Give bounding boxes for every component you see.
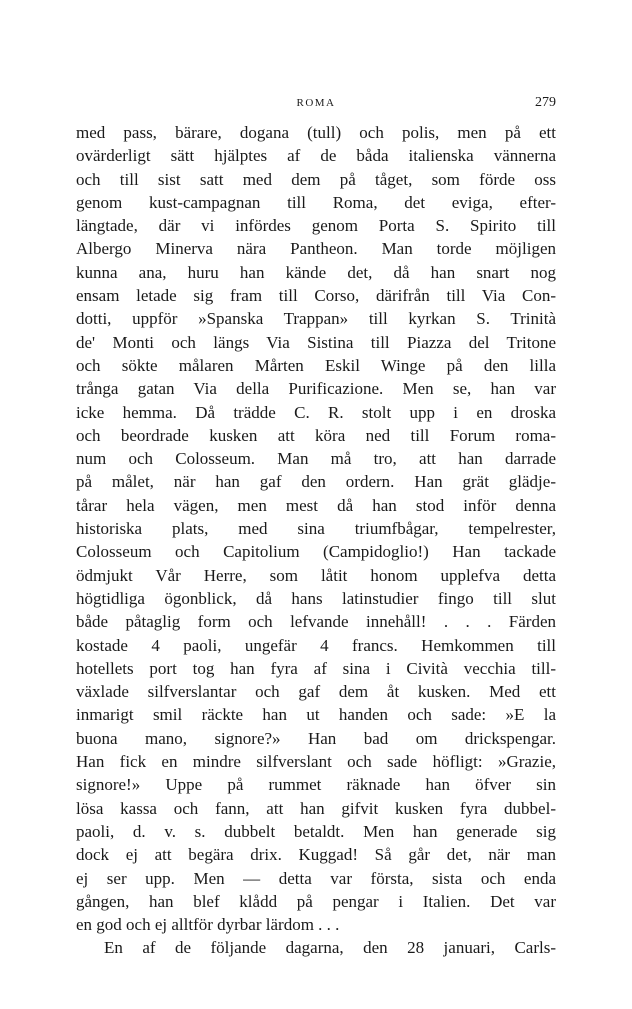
text-line: paoli, d. v. s. dubbelt betaldt. Men han generade sig	[76, 821, 556, 841]
text-line: de' Monti och längs Via Sistina till Piazza del Tritone	[76, 332, 556, 352]
text-line: och till sist satt med dem på tåget, som förde oss	[76, 169, 556, 189]
text-line: längtade, där vi infördes genom Porta S. Spirito till	[76, 216, 556, 236]
text-line: Albergo Minerva nära Pantheon. Man torde möjligen	[76, 239, 556, 259]
running-title: ROMA	[296, 97, 336, 109]
page-number: 279	[535, 95, 556, 110]
body-text	[76, 121, 556, 960]
text-line: hotellets port tog han fyra af sina i Cività vecchia till-	[76, 658, 556, 678]
text-line: både påtaglig form och lefvande innehåll! . . . Färden	[76, 612, 556, 632]
text-line: gången, han blef klådd på pengar i Italien. Det var	[76, 891, 556, 911]
text-line: dotti, uppför »Spanska Trappan» till kyrkan S. Trinità	[76, 309, 556, 329]
text-line: genom kust-campagnan till Roma, det eviga, efter-	[76, 192, 556, 212]
paragraph-start-line: En af de följande dagarna, den 28 januari, Carls-	[104, 938, 556, 958]
paragraph-end-line: en god och ej alltför dyrbar lärdom . . .	[76, 915, 340, 935]
text-line: med pass, bärare, dogana (tull) och polis, men på ett	[76, 123, 556, 142]
text-line: num och Colosseum. Man må tro, att han darrade	[76, 449, 556, 469]
text-line: buona mano, signore?» Han bad om drickspengar.	[76, 728, 556, 748]
text-line: tårar hela vägen, men mest då han stod inför denna	[76, 495, 556, 515]
text-line: lösa kassa och fann, att han gifvit kusken fyra dubbel-	[76, 798, 556, 818]
text-line: på målet, när han gaf den ordern. Han grät glädje-	[76, 472, 556, 492]
text-line: dock ej att begära drix. Kuggad! Så går det, när man	[76, 845, 556, 865]
text-line: kostade 4 paoli, ungefär 4 francs. Hemkommen till	[76, 635, 556, 655]
text-line: ej ser upp. Men — detta var första, sista och enda	[76, 868, 556, 888]
text-line: ovärderligt sätt hjälptes af de båda italienska vännerna	[76, 146, 556, 166]
text-line: och sökte målaren Mårten Eskil Winge på den lilla	[76, 355, 556, 375]
text-line: trånga gatan Via della Purificazione. Men se, han var	[76, 379, 556, 399]
text-line: högtidliga ögonblick, då hans latinstudier fingo till slut	[76, 588, 556, 608]
text-line: inmarigt smil räckte han ut handen och sade: »E la	[76, 705, 556, 725]
text-line: Han fick en mindre silfverslant och sade höfligt: »Grazie,	[76, 752, 556, 772]
text-line: historiska plats, med sina triumfbågar, tempelrester,	[76, 519, 556, 539]
text-line: signore!» Uppe på rummet räknade han öfver sin	[76, 775, 556, 795]
text-line: växlade silfverslantar och gaf dem åt kusken. Med ett	[76, 682, 556, 702]
text-line: kunna ana, huru han kände det, då han snart nog	[76, 262, 556, 282]
text-line: icke hemma. Då trädde C. R. stolt upp i en droska	[76, 402, 556, 422]
running-head	[76, 94, 556, 112]
text-line: ensam letade sig fram till Corso, därifrån till Via Con-	[76, 286, 556, 306]
text-line: ödmjukt Vår Herre, som låtit honom upplefva detta	[76, 565, 556, 585]
text-line: Colosseum och Capitolium (Campidoglio!) Han tackade	[76, 542, 556, 562]
text-line: och beordrade kusken att köra ned till Forum roma-	[76, 425, 556, 445]
